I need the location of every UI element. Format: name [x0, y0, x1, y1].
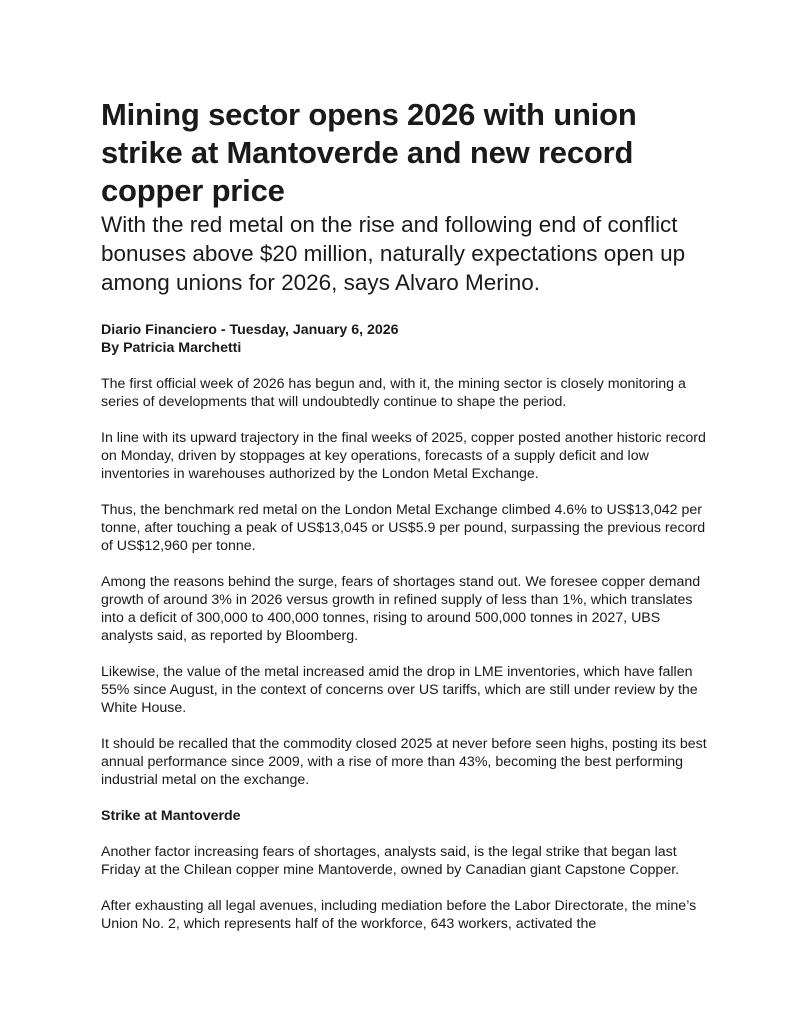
- paragraph: After exhausting all legal avenues, including mediation before the Labor Directorate, the mine’s Union No. 2, which represents half of the workforce, 643 workers, activated the: [101, 898, 697, 932]
- article-headline: Mining sector opens 2026 with union strike at Mantoverde and new record copper price: [101, 97, 637, 208]
- byline: [101, 321, 711, 357]
- paragraph: It should be recalled that the commodity closed 2025 at never before seen highs, posting its best annual performance since 2009, with a rise of more than 43%, becoming the best performing industrial metal on the exchange.: [101, 736, 707, 788]
- source-date: Diario Financiero - Tuesday, January 6, 2026: [101, 322, 399, 338]
- article: [101, 96, 711, 951]
- paragraph: Another factor increasing fears of shortages, analysts said, is the legal strike that began last Friday at the Chilean copper mine Mantoverde, owned by Canadian giant Capstone Copper.: [101, 844, 680, 878]
- paragraph: The first official week of 2026 has begun and, with it, the mining sector is closely monitoring a series of developments that will undoubtedly continue to shape the period.: [101, 376, 686, 410]
- paragraph: Thus, the benchmark red metal on the London Metal Exchange climbed 4.6% to US$13,042 per tonne, after touching a peak of US$13,045 or US$5.9 per pound, surpassing the previous record of US$12,960 per tonne.: [101, 502, 706, 554]
- paragraph: Likewise, the value of the metal increased amid the drop in LME inventories, which have fallen 55% since August, in the context of concerns over US tariffs, which are still under review by the White House.: [101, 664, 698, 716]
- article-body: [101, 375, 711, 933]
- author: By Patricia Marchetti: [101, 340, 242, 356]
- paragraph: In line with its upward trajectory in the final weeks of 2025, copper posted another historic record on Monday, driven by stoppages at key operations, forecasts of a supply deficit and low inventories in warehouses authorized by the London Metal Exchange.: [101, 430, 706, 482]
- section-heading: Strike at Mantoverde: [101, 808, 241, 824]
- article-subheadline: With the red metal on the rise and following end of conflict bonuses above $20 million, naturally expectations open up among unions for 2026, says Alvaro Merino.: [101, 212, 686, 295]
- paragraph: Among the reasons behind the surge, fears of shortages stand out. We foresee copper demand growth of around 3% in 2026 versus growth in refined supply of less than 1%, which translates into a deficit of 300,000 to 400,000 tonnes, rising to around 500,000 tonnes in 2027, UBS analysts said, as reported by Bloomberg.: [101, 574, 701, 644]
